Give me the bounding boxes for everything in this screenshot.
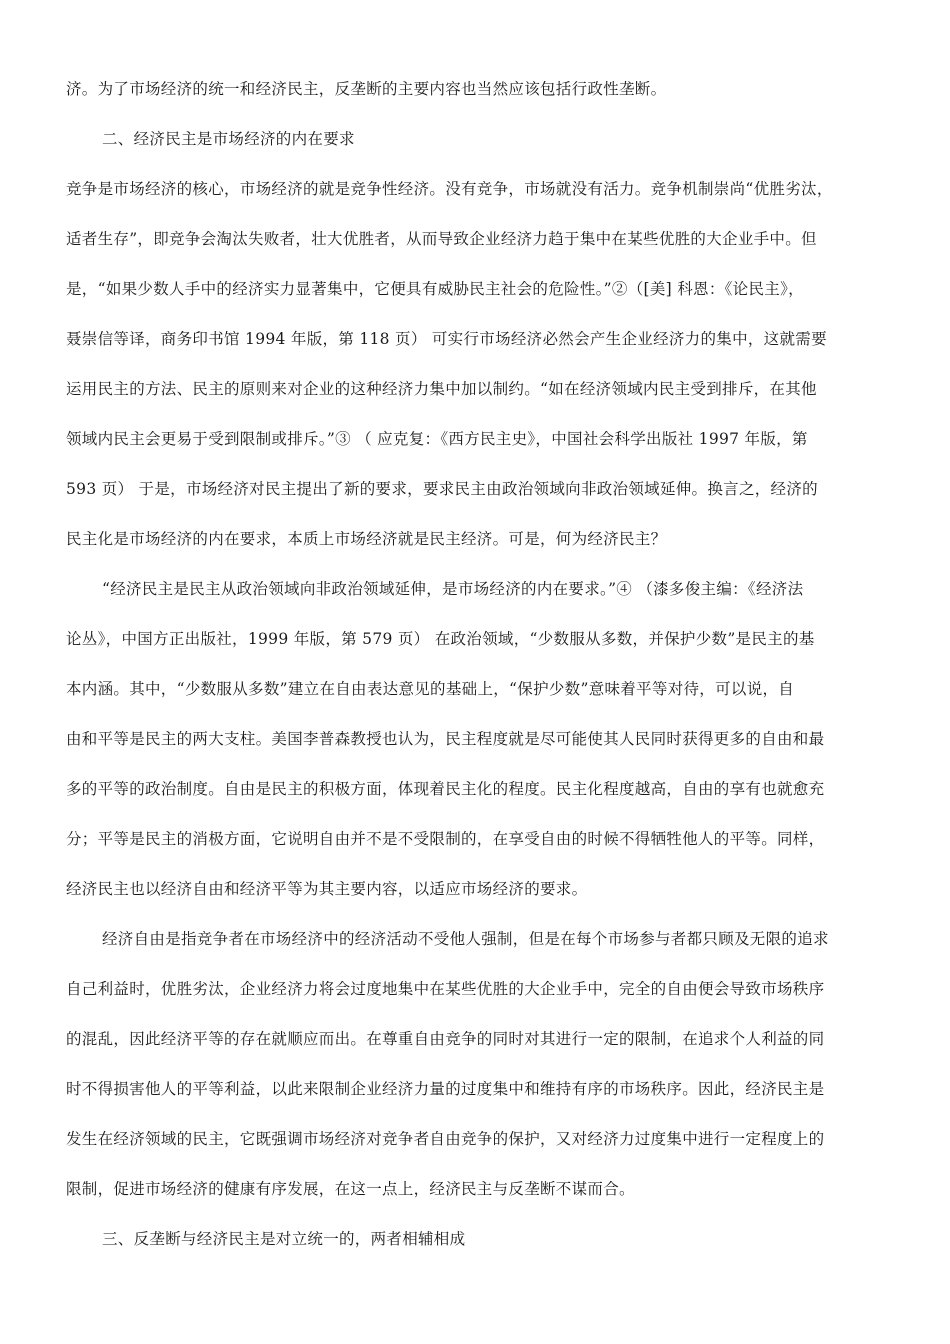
text-line: 论丛》，中国方正出版社，1999 年版，第 579 页） 在政治领域，“少数服从多数，并保护少数”是民主的基 xyxy=(66,630,815,648)
text-line: 本内涵。其中，“少数服从多数”建立在自由表达意见的基础上，“保护少数”意味着平等对待，可以说，自 xyxy=(66,680,795,698)
text-line: 由和平等是民主的两大支柱。美国李普森教授也认为，民主程度就是尽可能使其人民同时获得更多的自由和最 xyxy=(66,730,825,748)
text-line: 593 页） 于是，市场经济对民主提出了新的要求，要求民主由政治领域向非政治领域延伸。换言之，经济的 xyxy=(66,480,818,498)
text-line: 经济民主也以经济自由和经济平等为其主要内容，以适应市场经济的要求。 xyxy=(66,880,588,898)
text-line: 竞争是市场经济的核心，市场经济的就是竞争性经济。没有竞争，市场就没有活力。竞争机制崇尚“优胜劣汰， xyxy=(66,180,833,198)
text-line: 领域内民主会更易于受到限制或排斥。”③ （ 应克复：《西方民主史》，中国社会科学出版社 1997 年版，第 xyxy=(66,430,808,448)
text-line: 分；平等是民主的消极方面，它说明自由并不是不受限制的，在享受自由的时候不得牺牲他人的平等。同样， xyxy=(66,830,825,848)
text-line: 自己利益时，优胜劣汰，企业经济力将会过度地集中在某些优胜的大企业手中，完全的自由便会导致市场秩序 xyxy=(66,980,825,998)
text-line: 是，“如果少数人手中的经济实力显著集中，它便具有威胁民主社会的危险性。”②（[美] 科恩：《论民主》， xyxy=(66,280,804,298)
text-line: 多的平等的政治制度。自由是民主的积极方面，体现着民主化的程度。民主化程度越高，自由的享有也就愈充 xyxy=(66,780,825,798)
text-line: “经济民主是民主从政治领域向非政治领域延伸，是市场经济的内在要求。”④ （漆多俊主编：《经济法 xyxy=(102,580,804,598)
text-line: 限制，促进市场经济的健康有序发展，在这一点上，经济民主与反垄断不谋而合。 xyxy=(66,1180,635,1198)
text-line: 聂崇信等译，商务印书馆 1994 年版，第 118 页） 可实行市场经济必然会产生企业经济力的集中，这就需要 xyxy=(66,330,827,348)
text-line: 济。为了市场经济的统一和经济民主，反垄断的主要内容也当然应该包括行政性垄断。 xyxy=(66,80,667,98)
section-heading: 三、反垄断与经济民主是对立统一的，两者相辅相成 xyxy=(102,1230,466,1248)
text-line: 时不得损害他人的平等利益，以此来限制企业经济力量的过度集中和维持有序的市场秩序。因此，经济民主是 xyxy=(66,1080,825,1098)
section-heading: 二、经济民主是市场经济的内在要求 xyxy=(102,130,355,148)
text-line: 运用民主的方法、民主的原则来对企业的这种经济力集中加以制约。“如在经济领域内民主受到排斥，在其他 xyxy=(66,380,817,398)
text-line: 的混乱，因此经济平等的存在就顺应而出。在尊重自由竞争的同时对其进行一定的限制，在追求个人利益的同 xyxy=(66,1030,825,1048)
text-line: 发生在经济领域的民主，它既强调市场经济对竞争者自由竞争的保护，又对经济力过度集中进行一定程度上的 xyxy=(66,1130,825,1148)
text-line: 经济自由是指竞争者在市场经济中的经济活动不受他人强制，但是在每个市场参与者都只顾及无限的追求 xyxy=(102,930,829,948)
text-line: 适者生存”，即竞争会淘汰失败者，壮大优胜者，从而导致企业经济力趋于集中在某些优胜的大企业手中。但 xyxy=(66,230,817,248)
text-line: 民主化是市场经济的内在要求，本质上市场经济就是民主经济。可是，何为经济民主？ xyxy=(66,530,667,548)
